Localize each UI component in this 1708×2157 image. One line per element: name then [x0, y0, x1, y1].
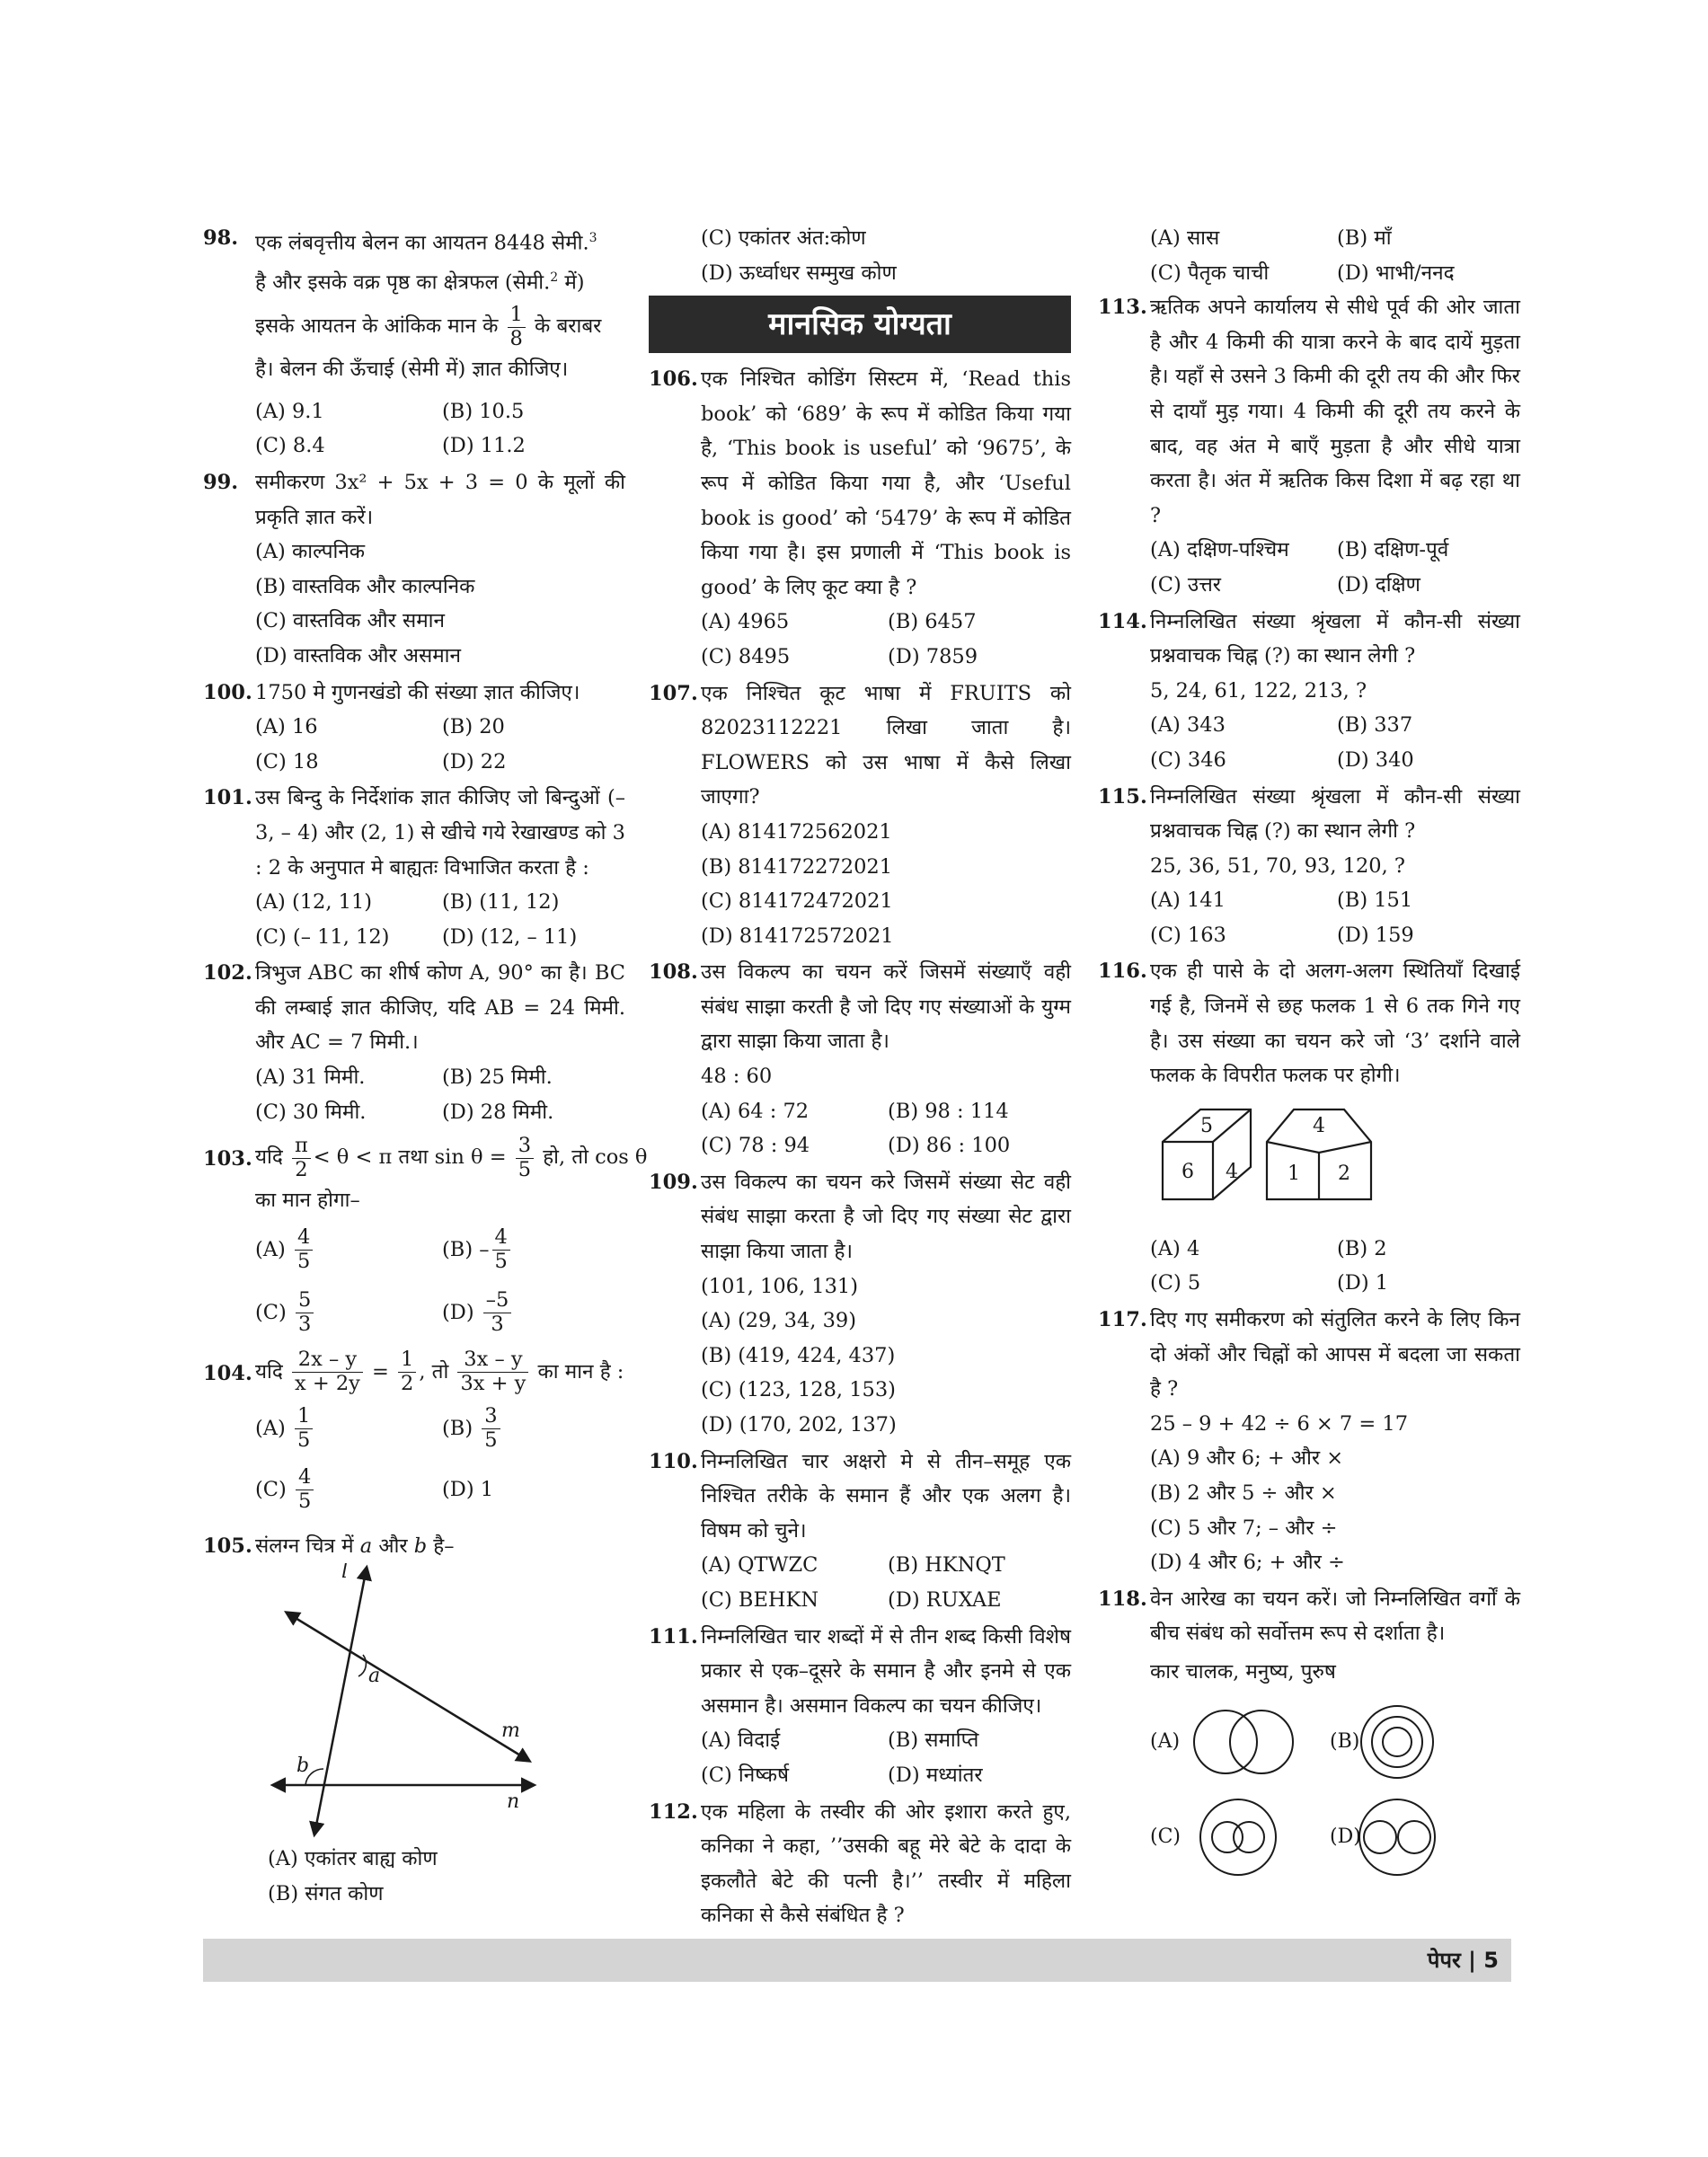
question-text: एक निश्चित कोडिंग सिस्टम में, ‘Read this book’ को ‘689’ के रूप में कोडित किया गया है, ‘This book is useful’ को ‘9675’, के रूप में कोडित किया गया है, और ‘Useful book is good’ को ‘5479’ के रूप में कोडित किया गया है। इस प्रणाली में ‘This book is good’ के लिए कूट क्या है ?	[701, 367, 1071, 599]
option-d: (D) (12, – 11)	[442, 924, 578, 949]
svg-text:(B): (B)	[1330, 1729, 1360, 1753]
options	[268, 1842, 625, 1911]
question-105: 105. संलग्न चित्र में a और b है– l a m b n (A) एकांतर बाह्य कोण (B) संगत कोण	[203, 1529, 625, 1912]
question-118	[1098, 1582, 1520, 1886]
question-number: 114.	[1098, 609, 1147, 633]
option-d: (D) 1	[442, 1477, 494, 1501]
options	[1150, 1441, 1520, 1579]
question-106	[649, 362, 1071, 674]
label-b: b	[296, 1755, 310, 1778]
option-d: (D) 4 और 6; + और ÷	[1150, 1551, 1345, 1575]
superscript: 2	[550, 270, 559, 286]
options	[255, 710, 625, 779]
question-text: एक ही पासे के दो अलग-अलग स्थितियाँ दिखाई गई है, जिनमें से छह फलक 1 से 6 तक गिने गए है। उस संख्या का चयन करे जो ‘3’ दर्शाने वाले फलक के विपरीत फलक पर होगी।	[1150, 959, 1520, 1088]
question-111	[649, 1620, 1071, 1793]
option-a: (A) QTWZC	[701, 1553, 819, 1578]
question-text: निम्नलिखित संख्या श्रृंखला में कौन-सी संख्या प्रश्नवाचक चिह्न (?) का स्थान लेगी ?	[1150, 609, 1520, 668]
option-c: (C) पैतृक चाची	[1150, 261, 1270, 285]
option-c: (C) 346	[1150, 747, 1226, 772]
option-a: (A) 814172562021	[701, 819, 892, 844]
fraction: $\frac{3x - y}{3x + y}$	[457, 1348, 528, 1396]
question-103	[203, 1131, 648, 1344]
question-text: है। बेलन की ऊँचाई (सेमी में) ज्ञात कीजिए।	[255, 358, 569, 382]
venn-option-d	[1330, 1799, 1435, 1875]
option-b: (B) 25 मिमी.	[442, 1065, 553, 1090]
option-c: (C) BEHKN	[701, 1587, 819, 1612]
option-b: (B) HKNQT	[888, 1553, 1005, 1578]
page-footer	[203, 1939, 1511, 1982]
option-d: (D) 11.2	[442, 434, 526, 458]
column-3	[1098, 221, 1520, 1887]
question-number: 101.	[203, 786, 252, 810]
question-number: 108.	[649, 960, 698, 985]
option-b: (B) 10.5	[442, 399, 525, 423]
question-number: 107.	[649, 681, 698, 705]
option-a: (A) विदाई	[701, 1728, 781, 1753]
question-text: उस विकल्प का चयन करें जिसमें संख्याएँ वही संबंध साझा करती है जो दिए गए संख्याओं के युग्म द्वारा साझा किया जाता है।	[701, 960, 1071, 1054]
option-d: (D) 7859	[888, 644, 978, 668]
question-108	[649, 955, 1071, 1163]
option-d: (D) 28 मिमी.	[442, 1100, 554, 1124]
option-b: (B) – $\frac{4}{5}$	[442, 1218, 625, 1281]
options	[701, 1723, 1071, 1792]
option-a: (A) एकांतर बाह्य कोण	[268, 1847, 438, 1871]
option-c: (C) 814172472021	[701, 889, 893, 914]
question-text: < θ < π तथा sin θ =	[313, 1145, 507, 1170]
question-number: 115.	[1098, 784, 1147, 809]
question-text: में)	[558, 270, 585, 295]
option-d: (D) ऊर्ध्वाधर सम्मुख कोण	[701, 261, 897, 285]
given-pair: 48 : 60	[701, 1065, 773, 1089]
question-number: 105.	[203, 1534, 252, 1558]
label-n: n	[507, 1790, 520, 1814]
option-c: (C) निष्कर्ष	[701, 1763, 790, 1787]
option-a: (A) $\frac{1}{5}$	[255, 1398, 435, 1459]
number-series: 25, 36, 51, 70, 93, 120, ?	[1150, 853, 1405, 878]
options	[1150, 883, 1520, 952]
option-d: (D) (170, 202, 137)	[701, 1413, 897, 1437]
option-c: (C) 30 मिमी.	[255, 1100, 367, 1124]
question-number: 99.	[203, 470, 239, 494]
question-text: निम्नलिखित संख्या श्रृंखला में कौन-सी संख्या प्रश्नवाचक चिह्न (?) का स्थान लेगी ?	[1150, 784, 1520, 844]
option-c: (C) एकांतर अंत:कोण	[701, 226, 866, 250]
option-b: (B) 20	[442, 715, 505, 739]
question-text: एक निश्चित कूट भाषा में FRUITS को 82023112221 लिखा जाता है। FLOWERS को उस भाषा में कैसे लिखा जाएगा?	[701, 681, 1071, 809]
question-112	[649, 1795, 1071, 1933]
question-text: वेन आरेख का चयन करें। जो निम्नलिखित वर्गों के बीच संबंध को सर्वोत्तम रूप से दर्शाता है।	[1150, 1587, 1520, 1646]
given-classes: कार चालक, मनुष्य, पुरुष	[1150, 1659, 1336, 1684]
option-d: (D) 814172572021	[701, 924, 894, 948]
label-m: m	[501, 1719, 520, 1743]
question-100	[203, 676, 625, 780]
option-d: (D) मध्यांतर	[888, 1763, 983, 1787]
question-text: उस विकल्प का चयन करे जिसमें संख्या सेट वही संबंध साझा करता है जो दिए गए संख्या सेट द्वारा साझा किया जाता है।	[701, 1170, 1071, 1264]
question-number: 98.	[203, 226, 239, 250]
option-d: (D) 1	[1337, 1271, 1389, 1295]
question-text: 1750 मे गुणनखंडो की संख्या ज्ञात कीजिए।	[255, 680, 580, 704]
question-text: दिए गए समीकरण को संतुलित करने के लिए किन दो अंकों और चिह्नों को आपस में बदला जा सकता है ?	[1150, 1308, 1520, 1401]
question-107	[649, 676, 1071, 954]
option-c: (C) 5	[1150, 1271, 1201, 1295]
question-116	[1098, 954, 1520, 1301]
question-number: 102.	[203, 961, 252, 986]
option-b: (B) 814172272021	[701, 854, 893, 879]
dice-2-top: 4	[1313, 1114, 1325, 1137]
lines-transversal-figure	[255, 1563, 552, 1842]
option-c: (C) उत्तर	[1150, 572, 1222, 597]
question-114	[1098, 605, 1520, 778]
option-a: (A) 141	[1150, 888, 1226, 913]
question-text: समीकरण 3x² + 5x + 3 = 0 के मूलों की प्रकृति ज्ञात करें।	[255, 470, 625, 529]
fraction: $\frac{1}{2}$	[398, 1348, 416, 1396]
question-text: निम्नलिखित चार शब्दों में से तीन शब्द किसी विशेष प्रकार से एक–दूसरे के समान है और इनमे से एक असमान है। असमान विकल्प का चयन कीजिए।	[701, 1624, 1071, 1718]
line-l	[314, 1568, 367, 1834]
question-text: संलग्न चित्र में	[255, 1534, 354, 1558]
number-series: 5, 24, 61, 122, 213, ?	[1150, 678, 1367, 703]
option-c: (C) $\frac{4}{5}$	[255, 1459, 435, 1520]
dice-1	[1163, 1109, 1251, 1199]
option-d: (D) भाभी/ननद	[1337, 261, 1455, 285]
question-text: के बराबर	[535, 314, 602, 339]
superscript: 3	[589, 231, 597, 245]
option-c: (C) 8495	[701, 644, 791, 668]
option-c: (C) 5 और 7; – और ÷	[1150, 1516, 1338, 1540]
options	[1150, 533, 1520, 602]
option-a: (A) 31 मिमी.	[255, 1065, 366, 1090]
question-113	[1098, 290, 1520, 602]
venn-option-b	[1330, 1706, 1433, 1778]
options	[1150, 1232, 1520, 1301]
option-c: (C) 18	[255, 749, 319, 774]
option-a: (A) $\frac{4}{5}$	[255, 1218, 435, 1281]
option-a: (A) दक्षिण-पश्चिम	[1150, 538, 1289, 562]
question-109	[649, 1165, 1071, 1443]
option-a: (A) 4	[1150, 1236, 1200, 1260]
option-c: (C) वास्तविक और समान	[255, 609, 445, 633]
page-number: पेपर | 5	[1427, 1948, 1499, 1973]
options	[701, 1304, 1071, 1442]
option-c: (C) 78 : 94	[701, 1134, 810, 1158]
option-b: (B) दक्षिण-पूर्व	[1337, 538, 1449, 562]
column-1	[203, 221, 648, 1914]
column-2	[649, 221, 1071, 1935]
q112-options	[1150, 221, 1520, 290]
option-c: (C) 8.4	[255, 434, 325, 458]
venn-option-a	[1150, 1711, 1293, 1773]
question-117	[1098, 1303, 1520, 1580]
q105-continued-options	[701, 221, 1071, 290]
option-b: (B) 6457	[888, 610, 977, 634]
svg-text:(C): (C)	[1150, 1825, 1181, 1848]
dice-1-left: 6	[1181, 1160, 1194, 1183]
question-number: 111.	[649, 1624, 698, 1649]
option-a: (A) (29, 34, 39)	[701, 1309, 857, 1333]
option-a: (A) 9 और 6; + और ×	[1150, 1446, 1344, 1471]
question-number: 117.	[1098, 1308, 1147, 1332]
question-number: 112.	[649, 1799, 698, 1824]
question-102	[203, 956, 625, 1129]
option-d: (D) वास्तविक और असमान	[255, 643, 461, 667]
question-number: 113.	[1098, 296, 1147, 320]
option-a: (A) 343	[1150, 713, 1226, 738]
question-number: 118.	[1098, 1587, 1147, 1611]
option-d: (D) 86 : 100	[888, 1134, 1011, 1158]
options	[1150, 708, 1520, 777]
option-b: (B) 337	[1337, 713, 1413, 738]
option-b: (B) 151	[1337, 888, 1413, 913]
fraction: $\frac{1}{8}$	[508, 304, 526, 351]
question-101	[203, 781, 625, 954]
option-a: (A) 16	[255, 715, 318, 739]
question-text: इसके आयतन के आंकिक मान के	[255, 314, 499, 339]
svg-text:(D): (D)	[1330, 1825, 1361, 1848]
option-a: (A) काल्पनिक	[255, 540, 366, 564]
option-b: (B) 98 : 114	[888, 1099, 1009, 1123]
option-b: (B) 2	[1337, 1236, 1387, 1260]
option-b: (B) 2 और 5 ÷ और ×	[1150, 1481, 1337, 1505]
dice-2-right: 2	[1338, 1162, 1350, 1185]
option-a: (A) 4965	[701, 610, 790, 634]
option-b: (B) (11, 12)	[442, 890, 560, 915]
question-text: निम्नलिखित चार अक्षरो मे से तीन–समूह एक निश्चित तरीके के समान हैं और एक अलग है। विषम को चुने।	[701, 1449, 1071, 1543]
option-c: (C) $\frac{5}{3}$	[255, 1281, 435, 1344]
option-c: (C) 163	[1150, 923, 1226, 947]
question-number: 104.	[203, 1361, 252, 1385]
venn-option-c	[1150, 1799, 1276, 1875]
line-m	[287, 1613, 529, 1761]
question-text: है और इसके वक्र पृष्ठ का क्षेत्रफल (सेमी.	[255, 270, 551, 295]
question-number: 110.	[649, 1449, 698, 1473]
options	[255, 394, 625, 464]
fraction: $\frac{2x - y}{x + 2y}$	[292, 1348, 363, 1396]
option-b: (B) माँ	[1337, 226, 1392, 250]
options	[255, 885, 625, 954]
question-number: 109.	[649, 1170, 698, 1194]
option-d: (D) RUXAE	[888, 1587, 1002, 1612]
options	[701, 1094, 1071, 1163]
section-banner: मानसिक योग्यता	[649, 296, 1071, 353]
options	[701, 605, 1071, 674]
dice-1-right: 4	[1226, 1160, 1238, 1183]
label-a: a	[368, 1665, 381, 1688]
options	[701, 1548, 1071, 1617]
question-number: 106.	[649, 367, 698, 392]
question-text: यदि	[255, 1359, 283, 1383]
option-a: (A) सास	[1150, 226, 1220, 250]
fraction: $\frac{3}{5}$	[516, 1135, 534, 1182]
option-c: (C) (– 11, 12)	[255, 924, 390, 949]
question-text: यदि	[255, 1145, 283, 1170]
options	[255, 1060, 625, 1129]
option-d: (D) 340	[1337, 747, 1414, 772]
question-number: 103.	[203, 1147, 252, 1171]
option-d: (D) दक्षिण	[1337, 572, 1420, 597]
option-c: (C) (123, 128, 153)	[701, 1378, 896, 1402]
option-b: (B) समाप्ति	[888, 1728, 979, 1753]
question-text: का मान है :	[537, 1359, 624, 1383]
option-b: (B) संगत कोण	[268, 1882, 384, 1906]
options	[255, 1398, 625, 1520]
label-l: l	[341, 1563, 349, 1584]
options	[701, 815, 1071, 953]
question-text: उस बिन्दु के निर्देशांक ज्ञात कीजिए जो बिन्दुओं (–3, – 4) और (2, 1) से खीचे गये रेखाखण्ड को 3 : 2 के अनुपात मे बाह्यतः विभाजित करता है :	[255, 786, 625, 880]
question-text: एक लंबवृत्तीय बेलन का आयतन 8448 सेमी.	[255, 231, 589, 255]
svg-text:(A): (A)	[1150, 1729, 1181, 1753]
venn-options-figure	[1150, 1697, 1447, 1886]
options	[255, 1218, 625, 1344]
option-b: (B) (419, 424, 437)	[701, 1343, 896, 1367]
option-d: (D) 159	[1337, 923, 1414, 947]
given-set: (101, 106, 131)	[701, 1274, 859, 1298]
option-b: (B) $\frac{3}{5}$	[442, 1398, 625, 1459]
dice-figure	[1150, 1102, 1375, 1228]
question-104: 104. यदि $\frac{2x - y}{x + 2y}$ = $\frac{1}{2}$ , तो $\frac{3x - y}{3x + y}$ का मान है : (A) $\frac{1}{5}$ (B) $\frac{3}{5}$ (C) $\frac{4}{5}$ (D) 1	[203, 1346, 625, 1520]
dice-2	[1267, 1109, 1371, 1199]
question-text: त्रिभुज ABC का शीर्ष कोण A, 90° का है। BC की लम्बाई ज्ञात कीजिए, यदि AB = 24 मिमी. और AC = 7 मिमी.।	[255, 961, 625, 1055]
question-text: का मान होगा–	[255, 1189, 360, 1213]
option-a: (A) 9.1	[255, 399, 324, 423]
option-b: (B) वास्तविक और काल्पनिक	[255, 574, 475, 598]
fraction: $\frac{\pi}{2}$	[292, 1135, 311, 1182]
question-number: 116.	[1098, 959, 1147, 984]
options	[255, 535, 625, 673]
question-99	[203, 465, 625, 674]
question-number: 100.	[203, 680, 252, 704]
question-text: एक महिला के तस्वीर की ओर इशारा करते हुए, कनिका ने कहा, ’’उसकी बहू मेरे बेटे के दादा के इकलौते बेटे की पत्नी है।’’ तस्वीर में महिला कनिका से कैसे संबंधित है ?	[701, 1799, 1071, 1928]
question-text: ऋतिक अपने कार्यालय से सीधे पूर्व की ओर जाता है और 4 किमी की यात्रा करने के बाद दायें मुड़ता है। यहाँ से उसने 3 किमी की दूरी तय की और फिर से दायाँ मुड़ गया। 4 किमी की दूरी तय करने के बाद, वह अंत मे बाएँ मुड़ता है और सीधे यात्रा करता है। अंत में ऋतिक किस दिशा में बढ़ रहा था ?	[1150, 296, 1520, 527]
dice-2-left: 1	[1288, 1162, 1300, 1185]
dice-1-top: 5	[1200, 1114, 1213, 1137]
question-110	[649, 1445, 1071, 1618]
option-d: (D) $\frac{-5}{3}$	[442, 1281, 625, 1344]
equation: 25 – 9 + 42 ÷ 6 × 7 = 17	[1150, 1411, 1409, 1436]
option-a: (A) 64 : 72	[701, 1099, 810, 1123]
question-115	[1098, 780, 1520, 953]
option-a: (A) (12, 11)	[255, 890, 373, 915]
question-text: हो, तो cos θ	[543, 1145, 648, 1170]
option-d: (D) 22	[442, 749, 507, 774]
question-98	[203, 221, 625, 464]
